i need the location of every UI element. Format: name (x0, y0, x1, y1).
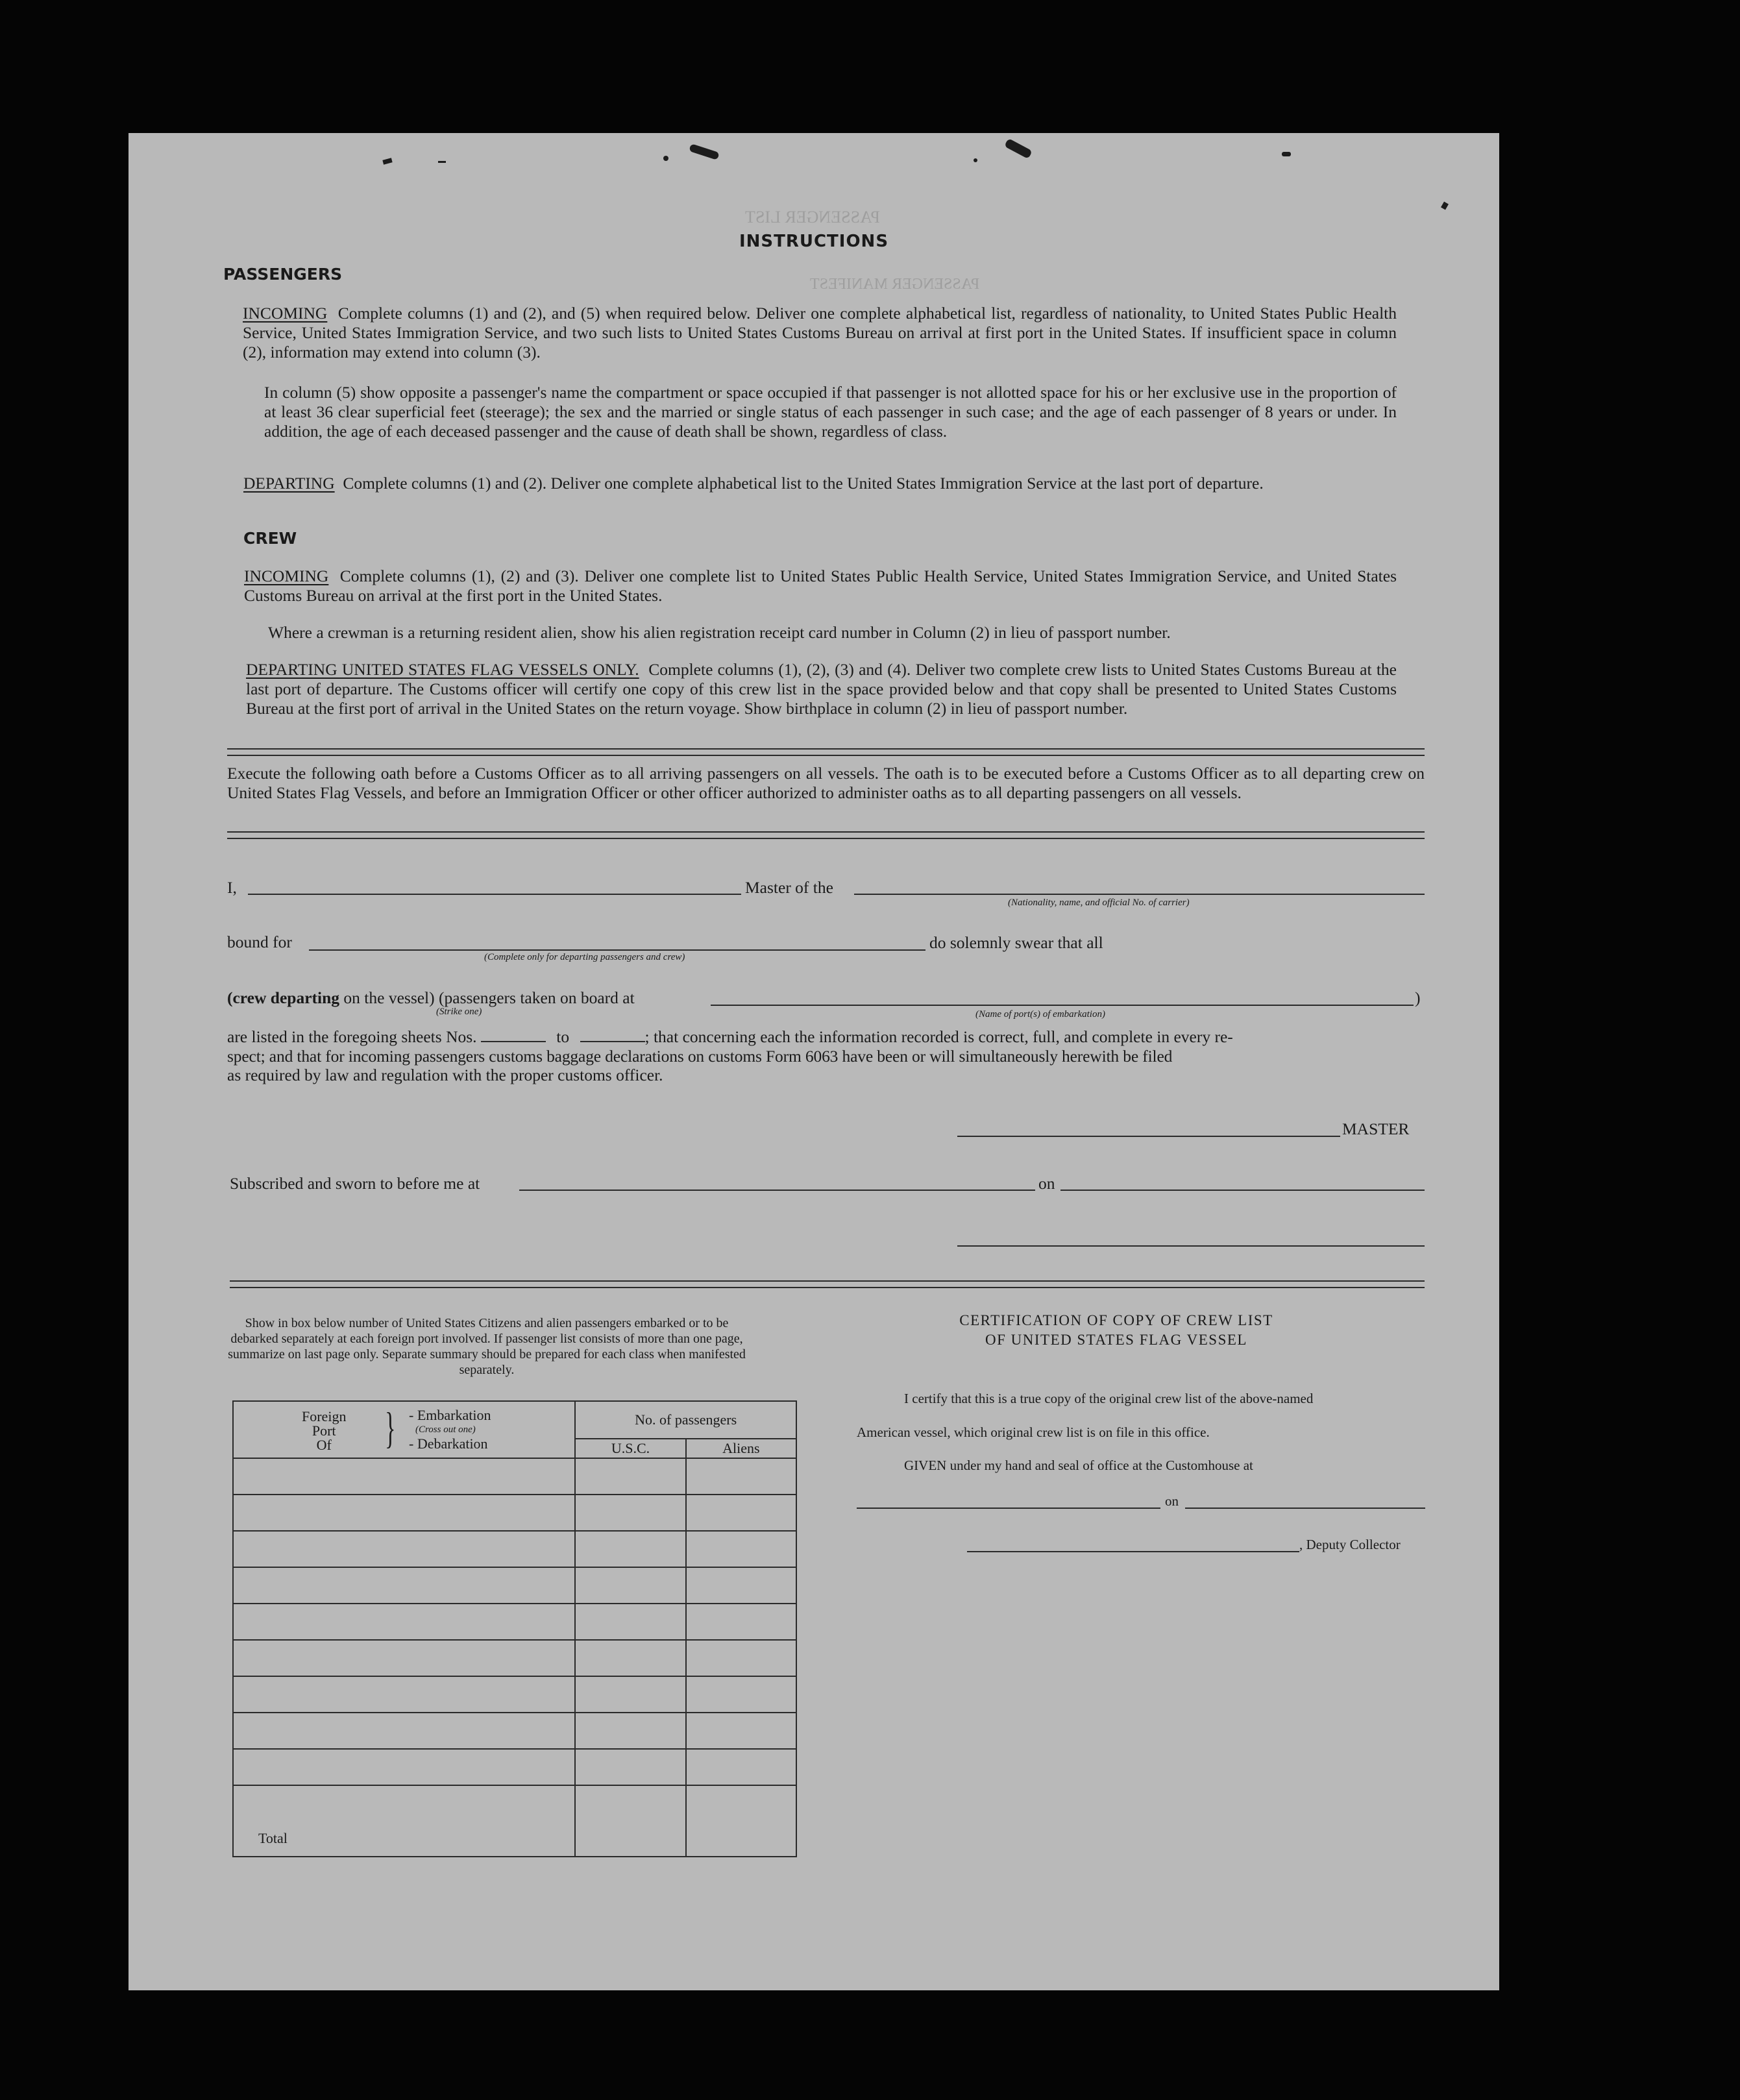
passengers-heading: PASSENGERS (223, 265, 343, 284)
usc-cell[interactable] (575, 1676, 685, 1713)
usc-cell[interactable] (575, 1567, 685, 1604)
sheet-to-field[interactable] (580, 1029, 645, 1042)
total-label: Total (233, 1785, 575, 1857)
aliens-cell[interactable] (686, 1495, 796, 1531)
passengers-incoming-text: Complete columns (1) and (2), and (5) when required below. Deliver one complete alphabetical list, regardless of nationality, to United States Public Health Service, United States Immigration Service, and two such lists to United States Customs Bureau on arrival at first port in the United States. If insufficient space in column (2), information may extend into column (3). (243, 304, 1397, 361)
usc-header: U.S.C. (575, 1439, 685, 1458)
passengers-departing-label: DEPARTING (243, 474, 335, 493)
aliens-cell[interactable] (686, 1567, 796, 1604)
listed-line-4: as required by law and regulation with the proper customs officer. (227, 1066, 663, 1084)
port-cell[interactable] (233, 1567, 575, 1604)
swear-label: do solemnly swear that all (929, 933, 1103, 952)
passengers-incoming-paragraph (243, 304, 1397, 362)
cross-out-caption: (Cross out one) (415, 1424, 476, 1435)
port-cell[interactable] (233, 1676, 575, 1713)
listed-text-1: are listed in the foregoing sheets Nos. (227, 1027, 477, 1046)
debarkation-option[interactable]: - Debarkation (409, 1435, 488, 1452)
passengers-taken-option[interactable]: (passengers taken on board at (439, 988, 635, 1007)
port-header-cell (233, 1401, 575, 1458)
flag-vessels-label: DEPARTING UNITED STATES FLAG VESSELS ONLY. (246, 660, 639, 679)
crew-heading: CREW (243, 529, 297, 548)
passengers-incoming-label: INCOMING (243, 304, 328, 323)
divider-2 (227, 831, 1425, 839)
of-label: Of (316, 1437, 332, 1453)
crew-departing-line (227, 988, 635, 1008)
certify-line-2: American vessel, which original crew list is on file in this office. (857, 1424, 1210, 1440)
column5-paragraph: In column (5) show opposite a passenger's name the compartment or space occupied if that passenger is not allotted space for his or her exclusive use in the proportion of at least 36 clear superficial feet (steerage); the sex and the married or single status of each passenger in such case; and the age of each passenger of 8 years or under. In addition, the age of each deceased passenger and the cause of death shall be shown, regardless of class. (264, 383, 1397, 441)
ports-caption: (Name of port(s) of embarkation) (975, 1009, 1105, 1019)
aliens-cell[interactable] (686, 1458, 796, 1495)
listed-to: to (556, 1027, 570, 1046)
crew-incoming-paragraph (244, 567, 1397, 605)
bleed-through-header: PASSENGER LIST (745, 208, 880, 226)
ports-embarkation-field[interactable] (711, 1005, 1414, 1006)
flag-vessels-paragraph (246, 660, 1397, 718)
listed-line-3: spect; and that for incoming passengers customs baggage declarations on customs Form 6063 have been or will simultaneously herewith be filed (227, 1047, 1173, 1066)
scan-mark (974, 158, 977, 162)
certification-title (857, 1311, 1376, 1350)
on-vessel-text: on the vessel) (343, 988, 435, 1007)
usc-cell[interactable] (575, 1713, 685, 1749)
embarkation-option[interactable]: - Embarkation (409, 1407, 491, 1423)
usc-cell[interactable] (575, 1495, 685, 1531)
crewman-paragraph: Where a crewman is a returning resident alien, show his alien registration receipt card number in Column (2) in lieu of passport number. (268, 623, 1171, 642)
scan-mark (663, 156, 668, 161)
scan-mark (438, 161, 446, 163)
aliens-cell[interactable] (686, 1676, 796, 1713)
deputy-signature-field[interactable] (967, 1551, 1299, 1552)
master-label: MASTER (1342, 1119, 1410, 1138)
port-cell[interactable] (233, 1749, 575, 1785)
officer-signature-field[interactable] (957, 1245, 1425, 1247)
scan-mark (1282, 152, 1291, 156)
port-cell[interactable] (233, 1640, 575, 1676)
divider-3 (230, 1280, 1425, 1288)
passengers-departing-text: Complete columns (1) and (2). Deliver one complete alphabetical list to the United States Immigration Service at the last port of departure. (343, 474, 1264, 493)
subscribed-label: Subscribed and sworn to before me at (230, 1174, 480, 1193)
usc-cell[interactable] (575, 1749, 685, 1785)
deputy-collector-label: , Deputy Collector (1299, 1537, 1401, 1552)
aliens-cell[interactable] (686, 1640, 796, 1676)
strike-one-caption: (Strike one) (436, 1007, 482, 1017)
port-cell[interactable] (233, 1495, 575, 1531)
aliens-cell[interactable] (686, 1713, 796, 1749)
bound-for-caption: (Complete only for departing passengers and crew) (484, 952, 685, 962)
port-cell[interactable] (233, 1713, 575, 1749)
master-of-the-label: Master of the (745, 878, 833, 897)
crew-incoming-label: INCOMING (244, 567, 329, 585)
cert-date-field[interactable] (1185, 1508, 1425, 1509)
usc-total-cell[interactable] (575, 1785, 685, 1857)
carrier-field[interactable] (854, 894, 1425, 895)
port-cell[interactable] (233, 1458, 575, 1495)
listed-text-2: ; that concerning each the information recorded is correct, full, and complete in every re- (644, 1027, 1233, 1046)
port-label: Port (312, 1422, 336, 1439)
summary-table (232, 1400, 797, 1857)
close-paren: ) (1415, 988, 1421, 1007)
crew-incoming-text: Complete columns (1), (2) and (3). Deliver one complete list to United States Public Health Service, United States Immigration Service, and United States Customs Bureau on arrival at the first port in the United States. (244, 567, 1397, 605)
passengers-departing-paragraph (243, 474, 1397, 493)
form-sheet (129, 133, 1499, 1990)
aliens-cell[interactable] (686, 1604, 796, 1640)
usc-cell[interactable] (575, 1458, 685, 1495)
summary-note: Show in box below number of United States Citizens and alien passengers embarked or to be debarked separately at each foreign port involved. If passenger list consists of more than one page, summarize on last page only. Separate summary should be prepared for each class when manifested separately. (228, 1316, 746, 1377)
aliens-cell[interactable] (686, 1531, 796, 1567)
crew-departing-option[interactable]: (crew departing (227, 988, 340, 1007)
aliens-cell[interactable] (686, 1749, 796, 1785)
certification-title-line-1: CERTIFICATION OF COPY OF CREW LIST (959, 1312, 1273, 1328)
port-cell[interactable] (233, 1531, 575, 1567)
aliens-total-cell[interactable] (686, 1785, 796, 1857)
bleed-through-manifest: PASSENGER MANIFEST (810, 276, 980, 293)
bound-for-field[interactable] (309, 949, 925, 951)
foreign-label: Foreign (302, 1408, 347, 1424)
given-line: GIVEN under my hand and seal of office at the Customhouse at (904, 1458, 1253, 1473)
flag-vessels-text: Complete columns (1), (2), (3) and (4). Deliver two complete crew lists to United States Customs Bureau at the last port of departure. The Customs officer will certify one copy of this crew list in the space provided below and that copy shall be presented to United States Customs Bureau at the first port of arrival in the United States on the return voyage. Show birthplace in column (2) in lieu of passport number. (246, 660, 1397, 718)
divider-1 (227, 748, 1425, 756)
sworn-on-label: on (1038, 1174, 1055, 1193)
customhouse-field[interactable] (857, 1508, 1160, 1509)
port-cell[interactable] (233, 1604, 575, 1640)
master-signature-field[interactable] (957, 1136, 1340, 1137)
carrier-caption: (Nationality, name, and official No. of carrier) (1008, 897, 1190, 908)
listed-line-1 (227, 1027, 1425, 1047)
usc-cell[interactable] (575, 1640, 685, 1676)
certification-title-line-2: OF UNITED STATES FLAG VESSEL (985, 1332, 1247, 1348)
certify-line-1: I certify that this is a true copy of the original crew list of the above-named (904, 1391, 1314, 1406)
instructions-title: INSTRUCTIONS (739, 232, 889, 251)
aliens-header: Aliens (686, 1439, 796, 1458)
no-passengers-header: No. of passengers (575, 1401, 796, 1439)
oath-i-label: I, (227, 878, 237, 897)
master-name-field[interactable] (248, 894, 741, 895)
cert-on-label: on (1165, 1493, 1179, 1509)
sheet-from-field[interactable] (481, 1029, 546, 1042)
sworn-date-field[interactable] (1060, 1190, 1425, 1191)
sworn-place-field[interactable] (519, 1190, 1035, 1191)
usc-cell[interactable] (575, 1531, 685, 1567)
bound-for-label: bound for (227, 933, 292, 951)
usc-cell[interactable] (575, 1604, 685, 1640)
oath-intro: Execute the following oath before a Customs Officer as to all arriving passengers on all vessels. The oath is to be executed before a Customs Officer as to all departing crew on United States Flag Vessels, and before an Immigration Officer or other officer authorized to administer oaths as to all departing passengers on all vessels. (227, 764, 1425, 802)
brace-symbol: } (385, 1403, 396, 1452)
